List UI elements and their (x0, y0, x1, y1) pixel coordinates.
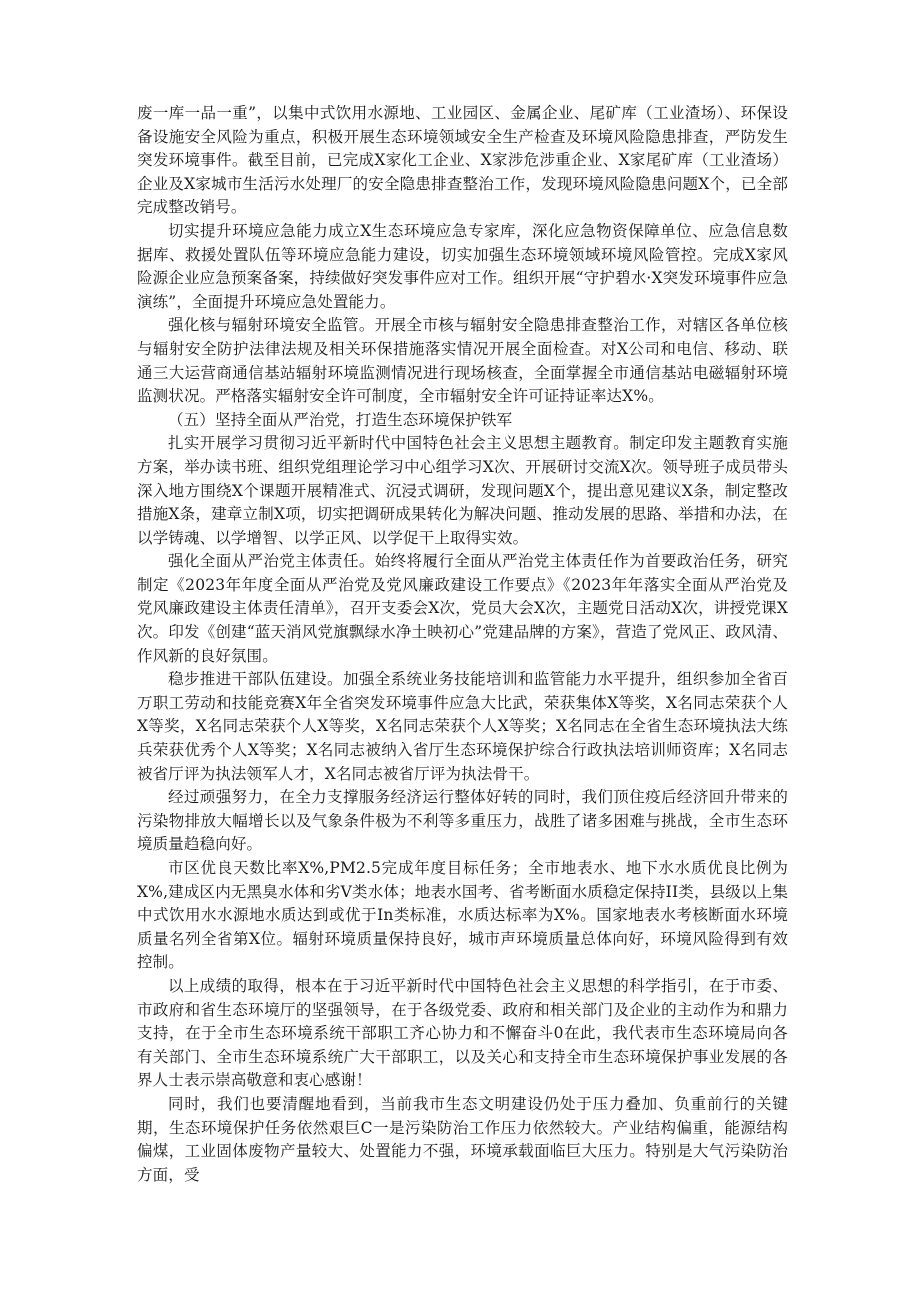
paragraph-efforts-summary: 经过顽强努力，在全力支撑服务经济运行整体好转的同时，我们顶住疫后经济回升带来的污染物排放大幅增长以及气象条件极为不利等多重压力，战胜了诸多困难与挑战，全市生态环境质量趋稳向好。 (137, 788, 788, 854)
document-body (137, 102, 788, 1187)
section-heading-five: （五）坚持全面从严治党，打造生态环境保护铁军 (168, 410, 513, 429)
paragraph-cadre-team: 稳步推进干部队伍建设。加强全系统业务技能培训和监管能力水平提升，组织参加全省百万职工劳动和技能竞赛X年全省突发环境事件应急大比武，荣获集体X等奖，X名同志荣获个人X等奖，X名同志荣获个人X等奖，X名同志荣获个人X等奖；X名同志在全省生态环境执法大练兵荣获优秀个人X等奖；X名同志被纳入省厅生态环境保护综合行政执法培训师资库；X名同志被省厅评为执法领军人才，X名同志被省厅评为执法骨干。 (137, 670, 788, 783)
paragraph-emergency-capacity: 切实提升环境应急能力成立X生态环境应急专家库，深化应急物资保障单位、应急信息数据库、救援处置队伍等环境应急能力建设，切实加强生态环境领域环境风险管控。完成X家风险源企业应急预案备案，持续做好突发事件应对工作。组织开展“守护碧水·X突发环境事件应急演练”，全面提升环境应急处置能力。 (137, 221, 788, 311)
paragraph-environment-quality: 市区优良天数比率X%,PM2.5完成年度目标任务；全市地表水、地下水水质优良比例为X%,建成区内无黑臭水体和劣V类水体；地表水国考、省考断面水质稳定保持II类，县级以上集中式饮用水水源地水质达到或优于In类标准，水质达标率为X%。国家地表水考核断面水环境质量名列全省第X位。辐射环境质量保持良好，城市声环境质量总体向好，环境风险得到有效控制。 (137, 859, 788, 972)
paragraph-risk-inspection: 废一库一品一重”，以集中式饮用水源地、工业园区、金属企业、尾矿库（工业渣场）、环保设备设施安全风险为重点，积极开展生态环境领域安全生产检查及环境风险隐患排查，严防发生突发环境事件。截至目前，已完成X家化工企业、X家涉危涉重企业、X家尾矿库（工业渣场）企业及X家城市生活污水处理厂的安全隐患排查整治工作，发现环境风险隐患问题X个，已全部完成整改销号。 (137, 104, 788, 217)
paragraph-theme-education: 扎实开展学习贯彻习近平新时代中国特色社会主义思想主题教育。制定印发主题教育实施方案，举办读书班、组织党组理论学习中心组学习X次、开展研讨交流X次。领导班子成员带头深入地方围绕X个课题开展精准式、沉浸式调研，发现问题X个，提出意见建议X条，制定整改措施X条，建章立制X项，切实把调研成果转化为解决问题、推动发展的思路、举措和办法，在以学铸魂、以学增智、以学正风、以学促干上取得实效。 (137, 434, 788, 547)
paragraph-challenges: 同时，我们也要清醒地看到，当前我市生态文明建设仍处于压力叠加、负重前行的关键期，生态环境保护任务依然艰巨C一是污染防治工作压力依然较大。产业结构偏重，能源结构偏煤，工业固体废物产量较大、处置能力不强，环境承载面临巨大压力。特别是大气污染防治方面，受 (137, 1094, 788, 1184)
paragraph-acknowledgement: 以上成绩的取得，根本在于习近平新时代中国特色社会主义思想的科学指引，在于市委、市政府和省生态环境厅的坚强领导，在于各级党委、政府和相关部门及企业的主动作为和鼎力支持，在于全市生态环境系统干部职工齐心协力和不懈奋斗0在此，我代表市生态环境局向各有关部门、全市生态环境系统广大干部职工，以及关心和支持全市生态环境保护事业发展的各界人士表示崇高敬意和衷心感谢！ (137, 976, 788, 1090)
paragraph-party-responsibility: 强化全面从严治党主体责任。始终将履行全面从严治党主体责任作为首要政治任务，研究制定《2023年年度全面从严治党及党风廉政建设工作要点》《2023年年落实全面从严治党及党风廉政建设主体责任清单》，召开支委会X次，党员大会X次，主题党日活动X次，讲授党课X次。印发《创建“蓝天消风党旗飘绿水净土映初心”党建品牌的方案》，营造了党风正、政风清、作风新的良好氛围。 (137, 552, 788, 665)
paragraph-radiation-supervision: 强化核与辐射环境安全监管。开展全市核与辐射安全隐患排查整治工作，对辖区各单位核与辐射安全防护法律法规及相关环保措施落实情况开展全面检查。对X公司和电信、移动、联通三大运营商通信基站辐射环境监测情况进行现场核查，全面掌握全市通信基站电磁辐射环境监测状况。严格落实辐射安全许可制度，全市辐射安全许可证持证率达X%。 (137, 316, 788, 406)
